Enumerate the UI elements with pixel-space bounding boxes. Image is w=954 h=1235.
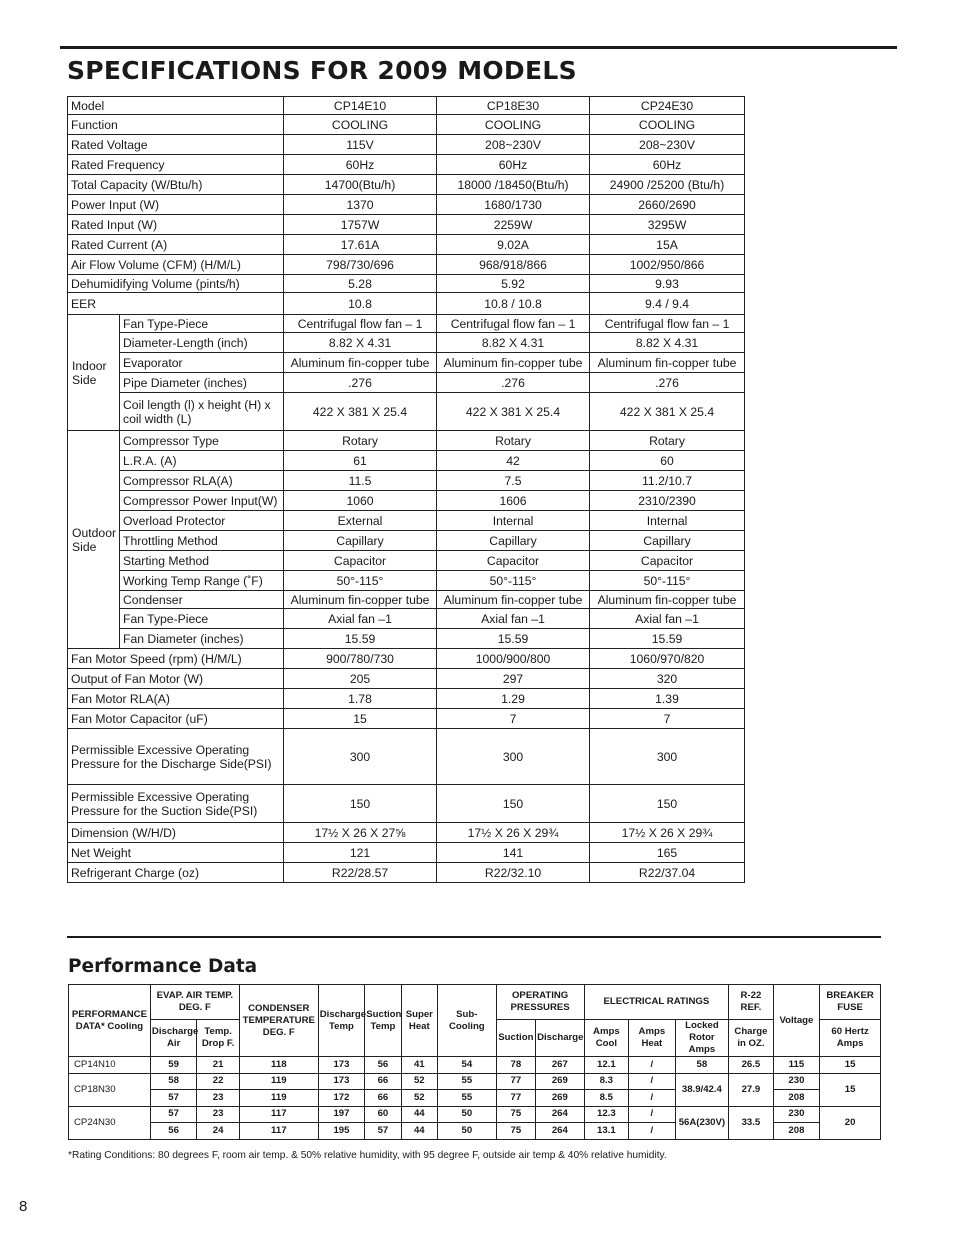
spec-value: 422 X 381 X 25.4 (437, 393, 590, 431)
spec-value: Aluminum fin-copper tube (590, 353, 745, 373)
spec-value: R22/32.10 (437, 863, 590, 883)
spec-value: 15.59 (590, 629, 745, 649)
perf-header-condenser: CONDENSER TEMPERATURE DEG. F (239, 985, 318, 1057)
perf-cell: 8.3 (584, 1073, 628, 1090)
perf-cell: 269 (536, 1090, 585, 1107)
spec-value: 1.78 (284, 689, 437, 709)
spec-value: 18000 /18450(Btu/h) (437, 175, 590, 195)
perf-header-voltage: Voltage (773, 985, 820, 1057)
perf-cell: 12.1 (584, 1057, 628, 1074)
spec-value: 15 (284, 709, 437, 729)
spec-row (68, 689, 745, 709)
spec-value: Capacitor (590, 551, 745, 571)
spec-value: 5.92 (437, 275, 590, 293)
spec-value: 14700(Btu/h) (284, 175, 437, 195)
spec-row (68, 591, 745, 609)
spec-value: COOLING (437, 115, 590, 135)
perf-voltage: 230 (773, 1106, 820, 1123)
spec-value: 8.82 X 4.31 (590, 333, 745, 353)
spec-row (68, 551, 745, 571)
spec-value: External (284, 511, 437, 531)
spec-value: 1.29 (437, 689, 590, 709)
spec-value: .276 (284, 373, 437, 393)
spec-value: 150 (590, 785, 745, 823)
spec-label: Compressor Power Input(W) (120, 491, 284, 511)
spec-value: 50°-115° (590, 571, 745, 591)
perf-row (69, 1057, 881, 1074)
perf-header-suction-temp: Suction Temp (365, 985, 401, 1057)
perf-cell: 57 (365, 1123, 401, 1140)
spec-value: CP14E10 (284, 97, 437, 115)
perf-cell: / (629, 1106, 676, 1123)
spec-label: Permissible Excessive Operating Pressure for the Discharge Side(PSI) (68, 729, 284, 785)
spec-row (68, 729, 745, 785)
spec-row (68, 373, 745, 393)
spec-value: 798/730/696 (284, 255, 437, 275)
perf-row (69, 1073, 881, 1090)
spec-row (68, 609, 745, 629)
spec-value: 422 X 381 X 25.4 (284, 393, 437, 431)
spec-row (68, 531, 745, 551)
spec-value: 150 (284, 785, 437, 823)
spec-row (68, 785, 745, 823)
spec-value: 1757W (284, 215, 437, 235)
perf-cell: 264 (536, 1123, 585, 1140)
perf-header-operating: OPERATING PRESSURES (496, 985, 584, 1020)
spec-value: 1680/1730 (437, 195, 590, 215)
perf-cell: 23 (197, 1106, 239, 1123)
perf-header-sub-cooling: Sub-Cooling (438, 985, 497, 1057)
spec-row (68, 195, 745, 215)
spec-row (68, 843, 745, 863)
spec-value: 165 (590, 843, 745, 863)
perf-cell: 22 (197, 1073, 239, 1090)
perf-locked-rotor: 58 (675, 1057, 729, 1074)
spec-value: CP18E30 (437, 97, 590, 115)
spec-value: Rotary (284, 431, 437, 451)
spec-label: Evaporator (120, 353, 284, 373)
spec-label: Model (68, 97, 284, 115)
spec-label: Rated Voltage (68, 135, 284, 155)
spec-value: 300 (437, 729, 590, 785)
spec-row (68, 115, 745, 135)
spec-value: 1060/970/820 (590, 649, 745, 669)
spec-label: Permissible Excessive Operating Pressure for the Suction Side(PSI) (68, 785, 284, 823)
perf-cell: 59 (150, 1057, 197, 1074)
spec-value: 208~230V (437, 135, 590, 155)
spec-row (68, 315, 745, 333)
perf-cell: 60 (365, 1106, 401, 1123)
spec-value: 10.8 / 10.8 (437, 293, 590, 315)
perf-cell: 119 (239, 1090, 318, 1107)
perf-breaker: 15 (820, 1057, 881, 1074)
perf-cell: 77 (496, 1073, 535, 1090)
spec-value: 50°-115° (284, 571, 437, 591)
spec-label: Throttling Method (120, 531, 284, 551)
perf-cell: 173 (318, 1073, 365, 1090)
top-rule (60, 46, 897, 49)
spec-value: 10.8 (284, 293, 437, 315)
perf-cell: 66 (365, 1073, 401, 1090)
perf-header-r22: R-22 REF. (729, 985, 773, 1020)
perf-cell: 267 (536, 1057, 585, 1074)
spec-label: L.R.A. (A) (120, 451, 284, 471)
perf-model: CP24N30 (69, 1106, 151, 1139)
spec-group-outdoor: Outdoor Side (68, 431, 120, 649)
spec-value: Capillary (284, 531, 437, 551)
spec-value: COOLING (590, 115, 745, 135)
spec-row (68, 451, 745, 471)
perf-cell: 264 (536, 1106, 585, 1123)
spec-label: Net Weight (68, 843, 284, 863)
page-number: 8 (19, 1198, 28, 1215)
spec-value: Axial fan –1 (284, 609, 437, 629)
spec-value: Centrifugal flow fan – 1 (284, 315, 437, 333)
spec-value: 150 (437, 785, 590, 823)
spec-value: 2310/2390 (590, 491, 745, 511)
perf-cell: 21 (197, 1057, 239, 1074)
spec-value: 205 (284, 669, 437, 689)
spec-value: Capillary (437, 531, 590, 551)
perf-cell: 195 (318, 1123, 365, 1140)
spec-row (68, 155, 745, 175)
spec-label: Air Flow Volume (CFM) (H/M/L) (68, 255, 284, 275)
spec-row (68, 175, 745, 195)
spec-label: Coil length (l) x height (H) x coil width (L) (120, 393, 284, 431)
perf-charge: 26.5 (729, 1057, 773, 1074)
perf-charge: 27.9 (729, 1073, 773, 1106)
perf-cell: 44 (401, 1123, 437, 1140)
spec-value: Centrifugal flow fan – 1 (437, 315, 590, 333)
spec-label: Compressor Type (120, 431, 284, 451)
perf-cell: 13.1 (584, 1123, 628, 1140)
spec-value: Capacitor (284, 551, 437, 571)
spec-label: Overload Protector (120, 511, 284, 531)
spec-value: R22/28.57 (284, 863, 437, 883)
spec-label: Fan Motor Speed (rpm) (H/M/L) (68, 649, 284, 669)
perf-cell: 66 (365, 1090, 401, 1107)
spec-value: 1060 (284, 491, 437, 511)
perf-header-discharge-air: Discharge Air (150, 1020, 197, 1057)
perf-cell: 173 (318, 1057, 365, 1074)
spec-value: 320 (590, 669, 745, 689)
perf-cell: 52 (401, 1073, 437, 1090)
perf-header-temp-drop: Temp. Drop F. (197, 1020, 239, 1057)
perf-header-op-discharge: Discharge (536, 1020, 585, 1057)
spec-value: 2660/2690 (590, 195, 745, 215)
perf-cell: 77 (496, 1090, 535, 1107)
perf-voltage: 208 (773, 1123, 820, 1140)
perf-cell: 75 (496, 1106, 535, 1123)
spec-row (68, 333, 745, 353)
spec-value: 7.5 (437, 471, 590, 491)
spec-value: Centrifugal flow fan – 1 (590, 315, 745, 333)
perf-cell: 24 (197, 1123, 239, 1140)
spec-group-indoor: Indoor Side (68, 315, 120, 431)
spec-row (68, 255, 745, 275)
spec-value: 17½ X 26 X 27⅝ (284, 823, 437, 843)
spec-value: CP24E30 (590, 97, 745, 115)
spec-value: Aluminum fin-copper tube (437, 591, 590, 609)
spec-value: 121 (284, 843, 437, 863)
spec-row (68, 431, 745, 451)
spec-value: Aluminum fin-copper tube (284, 591, 437, 609)
spec-value: 17½ X 26 X 29¾ (590, 823, 745, 843)
perf-cell: 197 (318, 1106, 365, 1123)
spec-label: Diameter-Length (inch) (120, 333, 284, 353)
spec-value: 24900 /25200 (Btu/h) (590, 175, 745, 195)
perf-header-discharge-temp: Discharge Temp (318, 985, 365, 1057)
spec-value: 968/918/866 (437, 255, 590, 275)
spec-value: 3295W (590, 215, 745, 235)
spec-label: EER (68, 293, 284, 315)
perf-cell: 172 (318, 1090, 365, 1107)
specifications-table (67, 96, 745, 883)
spec-value: 60 (590, 451, 745, 471)
spec-value: 60Hz (437, 155, 590, 175)
spec-value: .276 (437, 373, 590, 393)
spec-value: 60Hz (590, 155, 745, 175)
spec-label: Fan Motor RLA(A) (68, 689, 284, 709)
perf-cell: / (629, 1057, 676, 1074)
spec-value: 11.2/10.7 (590, 471, 745, 491)
spec-label: Fan Type-Piece (120, 609, 284, 629)
spec-row (68, 709, 745, 729)
spec-value: Capacitor (437, 551, 590, 571)
spec-row (68, 135, 745, 155)
spec-value: 300 (590, 729, 745, 785)
perf-cell: 50 (438, 1123, 497, 1140)
spec-row (68, 215, 745, 235)
perf-cell: 119 (239, 1073, 318, 1090)
spec-label: Dimension (W/H/D) (68, 823, 284, 843)
perf-cell: 56 (365, 1057, 401, 1074)
perf-voltage: 230 (773, 1073, 820, 1090)
spec-value: Internal (590, 511, 745, 531)
perf-cell: 75 (496, 1123, 535, 1140)
spec-value: 8.82 X 4.31 (437, 333, 590, 353)
spec-row (68, 97, 745, 115)
perf-header-locked-rotor: Locked Rotor Amps (675, 1020, 729, 1057)
spec-label: Fan Type-Piece (120, 315, 284, 333)
perf-locked-rotor: 38.9/42.4 (675, 1073, 729, 1106)
spec-row (68, 275, 745, 293)
perf-cell: 54 (438, 1057, 497, 1074)
spec-value: 1370 (284, 195, 437, 215)
perf-breaker: 15 (820, 1073, 881, 1106)
spec-row (68, 393, 745, 431)
spec-value: Capillary (590, 531, 745, 551)
spec-label: Working Temp Range (˚F) (120, 571, 284, 591)
rating-footnote: *Rating Conditions: 80 degrees F, room air temp. & 50% relative humidity, with 95 degree F, outside air temp & 40% relative humidity. (68, 1150, 667, 1161)
spec-value: 15.59 (284, 629, 437, 649)
spec-value: 1606 (437, 491, 590, 511)
spec-row (68, 649, 745, 669)
spec-label: Fan Diameter (inches) (120, 629, 284, 649)
spec-row (68, 353, 745, 373)
spec-row (68, 629, 745, 649)
spec-label: Refrigerant Charge (oz) (68, 863, 284, 883)
spec-value: 422 X 381 X 25.4 (590, 393, 745, 431)
spec-value: 9.4 / 9.4 (590, 293, 745, 315)
spec-value: COOLING (284, 115, 437, 135)
spec-value: Aluminum fin-copper tube (284, 353, 437, 373)
spec-value: 2259W (437, 215, 590, 235)
spec-label: Total Capacity (W/Btu/h) (68, 175, 284, 195)
spec-label: Output of Fan Motor (W) (68, 669, 284, 689)
spec-label: Pipe Diameter (inches) (120, 373, 284, 393)
perf-cell: 57 (150, 1106, 197, 1123)
spec-label: Rated Current (A) (68, 235, 284, 255)
spec-value: Rotary (590, 431, 745, 451)
perf-header-breaker: BREAKER FUSE (820, 985, 881, 1020)
spec-value: 1.39 (590, 689, 745, 709)
spec-value: Axial fan –1 (590, 609, 745, 629)
spec-value: R22/37.04 (590, 863, 745, 883)
spec-value: 1002/950/866 (590, 255, 745, 275)
spec-label: Power Input (W) (68, 195, 284, 215)
perf-cell: 58 (150, 1073, 197, 1090)
spec-value: Aluminum fin-copper tube (590, 591, 745, 609)
perf-voltage: 115 (773, 1057, 820, 1074)
perf-cell: 55 (438, 1090, 497, 1107)
spec-row (68, 571, 745, 591)
spec-row (68, 823, 745, 843)
perf-cell: 269 (536, 1073, 585, 1090)
spec-label: Rated Input (W) (68, 215, 284, 235)
perf-model: CP14N10 (69, 1057, 151, 1074)
spec-value: 141 (437, 843, 590, 863)
spec-label: Dehumidifying Volume (pints/h) (68, 275, 284, 293)
spec-value: 11.5 (284, 471, 437, 491)
perf-cell: 44 (401, 1106, 437, 1123)
perf-header-amps-cool: Amps Cool (584, 1020, 628, 1057)
perf-cell: / (629, 1073, 676, 1090)
perf-header-super-heat: Super Heat (401, 985, 437, 1057)
perf-header-charge: Charge in OZ. (729, 1020, 773, 1057)
perf-voltage: 208 (773, 1090, 820, 1107)
perf-cell: / (629, 1090, 676, 1107)
performance-table (68, 984, 881, 1140)
spec-value: 208~230V (590, 135, 745, 155)
spec-value: 9.02A (437, 235, 590, 255)
perf-cell: 50 (438, 1106, 497, 1123)
perf-header-evap: EVAP. AIR TEMP. DEG. F (150, 985, 239, 1020)
spec-label: Starting Method (120, 551, 284, 571)
spec-value: 60Hz (284, 155, 437, 175)
spec-value: 900/780/730 (284, 649, 437, 669)
perf-cell: 8.5 (584, 1090, 628, 1107)
perf-charge: 33.5 (729, 1106, 773, 1139)
spec-value: 1000/900/800 (437, 649, 590, 669)
spec-row (68, 863, 745, 883)
spec-value: 7 (437, 709, 590, 729)
spec-row (68, 293, 745, 315)
perf-cell: 117 (239, 1106, 318, 1123)
spec-label: Condenser (120, 591, 284, 609)
spec-value: .276 (590, 373, 745, 393)
perf-header-electrical: ELECTRICAL RATINGS (584, 985, 729, 1020)
perf-cell: 117 (239, 1123, 318, 1140)
perf-cell: 57 (150, 1090, 197, 1107)
perf-cell: 55 (438, 1073, 497, 1090)
perf-cell: 52 (401, 1090, 437, 1107)
spec-row (68, 491, 745, 511)
spec-value: Rotary (437, 431, 590, 451)
spec-value: 15.59 (437, 629, 590, 649)
spec-value: 42 (437, 451, 590, 471)
spec-value: 17.61A (284, 235, 437, 255)
spec-value: 15A (590, 235, 745, 255)
perf-breaker: 20 (820, 1106, 881, 1139)
spec-value: 300 (284, 729, 437, 785)
spec-value: Aluminum fin-copper tube (437, 353, 590, 373)
perf-cell: 56 (150, 1123, 197, 1140)
perf-cell: 23 (197, 1090, 239, 1107)
perf-header-op-suction: Suction (496, 1020, 535, 1057)
spec-row (68, 511, 745, 531)
spec-value: 50°-115° (437, 571, 590, 591)
spec-value: 61 (284, 451, 437, 471)
spec-label: Compressor RLA(A) (120, 471, 284, 491)
perf-header-hertz: 60 Hertz Amps (820, 1020, 881, 1057)
spec-value: Internal (437, 511, 590, 531)
spec-value: 297 (437, 669, 590, 689)
section-rule (67, 936, 881, 938)
spec-value: Axial fan –1 (437, 609, 590, 629)
spec-row (68, 669, 745, 689)
performance-title: Performance Data (68, 956, 258, 977)
perf-locked-rotor: 56A(230V) (675, 1106, 729, 1139)
page-title: SPECIFICATIONS FOR 2009 MODELS (67, 56, 577, 85)
spec-label: Fan Motor Capacitor (uF) (68, 709, 284, 729)
spec-value: 8.82 X 4.31 (284, 333, 437, 353)
spec-label: Rated Frequency (68, 155, 284, 175)
perf-cell: 41 (401, 1057, 437, 1074)
perf-cell: 12.3 (584, 1106, 628, 1123)
spec-value: 9.93 (590, 275, 745, 293)
spec-label: Function (68, 115, 284, 135)
perf-model: CP18N30 (69, 1073, 151, 1106)
spec-value: 115V (284, 135, 437, 155)
perf-cell: 118 (239, 1057, 318, 1074)
perf-row (69, 1106, 881, 1123)
perf-cell: / (629, 1123, 676, 1140)
perf-header-performance: PERFORMANCE DATA* Cooling (69, 985, 151, 1057)
spec-row (68, 471, 745, 491)
spec-value: 5.28 (284, 275, 437, 293)
perf-cell: 78 (496, 1057, 535, 1074)
perf-header-amps-heat: Amps Heat (629, 1020, 676, 1057)
spec-value: 7 (590, 709, 745, 729)
spec-row (68, 235, 745, 255)
spec-value: 17½ X 26 X 29¾ (437, 823, 590, 843)
